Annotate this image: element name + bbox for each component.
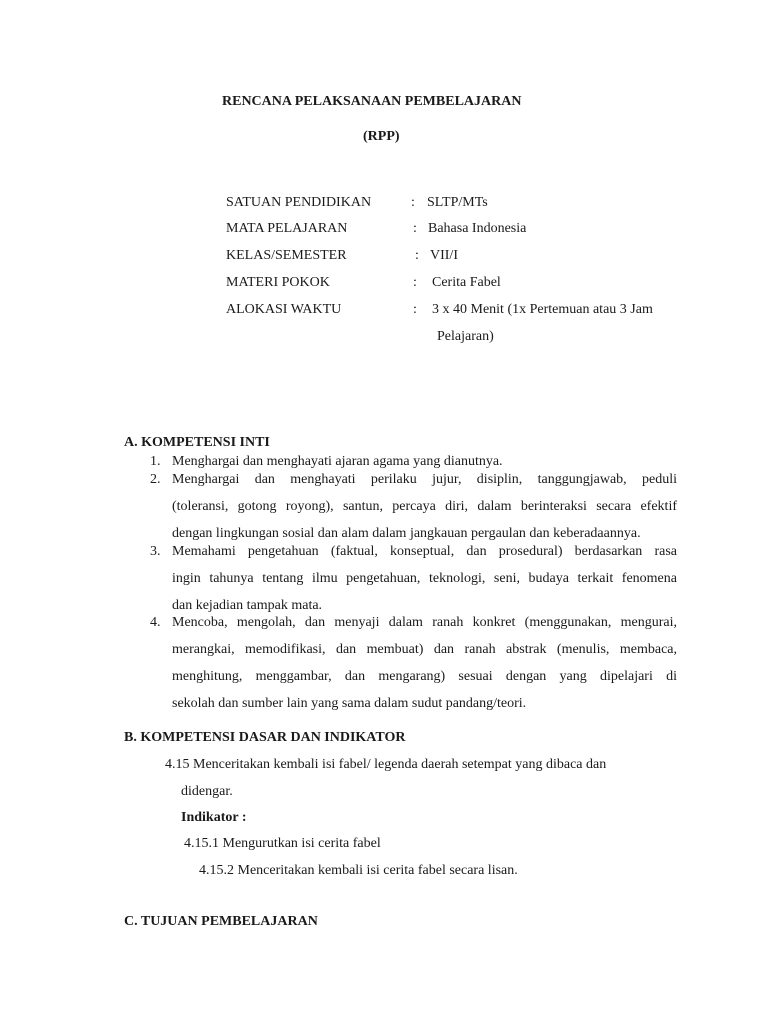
document-subtitle: (RPP) bbox=[363, 129, 400, 144]
list-item-number: 2. bbox=[150, 472, 161, 487]
identity-value: VII/I bbox=[430, 248, 458, 263]
identity-separator: : bbox=[415, 248, 419, 263]
list-item-text: menghitung, menggambar, dan mengarang) sesuai dengan yang dipelajari di bbox=[172, 669, 677, 684]
list-item-text: Mencoba, mengolah, dan menyaji dalam ranah konkret (menggunakan, mengurai, bbox=[172, 615, 677, 630]
list-item-text: dan kejadian tampak mata. bbox=[172, 598, 323, 613]
list-item-text: dengan lingkungan sosial dan alam dalam jangkauan pergaulan dan keberadaannya. bbox=[172, 526, 641, 541]
indikator-label: Indikator : bbox=[181, 810, 247, 825]
identity-separator: : bbox=[413, 275, 417, 290]
indikator-item: 4.15.2 Menceritakan kembali isi cerita fabel secara lisan. bbox=[199, 863, 518, 878]
kompetensi-dasar-text-continued: didengar. bbox=[181, 784, 233, 799]
kompetensi-dasar-text: 4.15 Menceritakan kembali isi fabel/ legenda daerah setempat yang dibaca dan bbox=[165, 757, 607, 772]
identity-value: Cerita Fabel bbox=[432, 275, 501, 290]
list-item-text: merangkai, memodifikasi, dan membuat) dan ranah abstrak (menulis, membaca, bbox=[172, 642, 677, 657]
list-item-number: 1. bbox=[150, 454, 161, 469]
identity-value-continued: Pelajaran) bbox=[437, 329, 494, 344]
list-item-number: 3. bbox=[150, 544, 161, 559]
identity-value: Bahasa Indonesia bbox=[428, 221, 527, 236]
identity-value: 3 x 40 Menit (1x Pertemuan atau 3 Jam bbox=[432, 302, 653, 317]
identity-label: SATUAN PENDIDIKAN bbox=[226, 195, 372, 210]
section-c-heading: C. TUJUAN PEMBELAJARAN bbox=[124, 914, 318, 929]
list-item-text: Menghargai dan menghayati ajaran agama yang dianutnya. bbox=[172, 454, 503, 469]
list-item-text: ingin tahunya tentang ilmu pengetahuan, teknologi, seni, budaya terkait fenomena bbox=[172, 571, 677, 586]
identity-label: KELAS/SEMESTER bbox=[226, 248, 347, 263]
identity-separator: : bbox=[411, 195, 415, 210]
identity-label: ALOKASI WAKTU bbox=[226, 302, 342, 317]
identity-label: MATA PELAJARAN bbox=[226, 221, 348, 236]
identity-separator: : bbox=[413, 221, 417, 236]
section-a-heading: A. KOMPETENSI INTI bbox=[124, 435, 270, 450]
list-item-number: 4. bbox=[150, 615, 161, 630]
identity-separator: : bbox=[413, 302, 417, 317]
indikator-item: 4.15.1 Mengurutkan isi cerita fabel bbox=[184, 836, 381, 851]
section-b-heading: B. KOMPETENSI DASAR DAN INDIKATOR bbox=[124, 730, 406, 745]
list-item-text: Menghargai dan menghayati perilaku jujur, disiplin, tanggungjawab, peduli bbox=[172, 472, 677, 487]
identity-label: MATERI POKOK bbox=[226, 275, 330, 290]
document-title: RENCANA PELAKSANAAN PEMBELAJARAN bbox=[222, 94, 522, 109]
list-item-text: (toleransi, gotong royong), santun, percaya diri, dalam berinteraksi secara efektif bbox=[172, 499, 677, 514]
list-item-text: sekolah dan sumber lain yang sama dalam sudut pandang/teori. bbox=[172, 696, 527, 711]
identity-value: SLTP/MTs bbox=[427, 195, 488, 210]
list-item-text: Memahami pengetahuan (faktual, konseptual, dan prosedural) berdasarkan rasa bbox=[172, 544, 677, 559]
